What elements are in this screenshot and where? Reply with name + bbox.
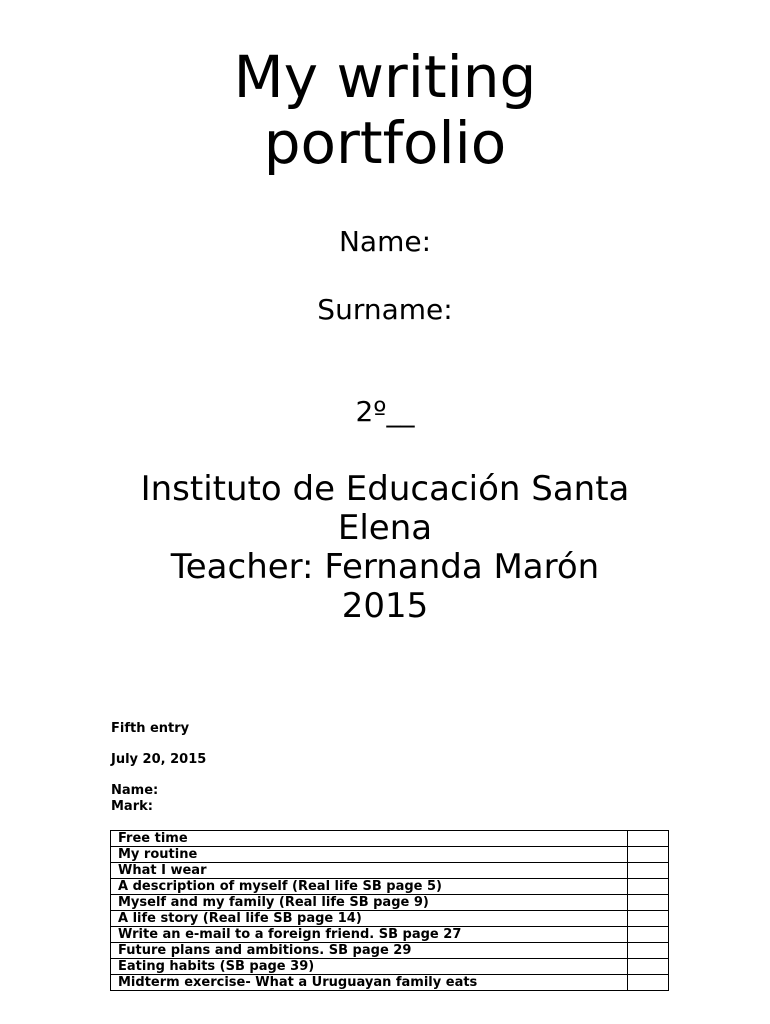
name-label: Name:	[338, 225, 432, 258]
task-mark-cell	[628, 975, 669, 991]
task-mark-cell	[628, 831, 669, 847]
task-label: Midterm exercise- What a Uruguayan family eats	[111, 975, 628, 991]
task-table	[110, 830, 669, 991]
task-label: A description of myself (Real life SB page 5)	[111, 879, 628, 895]
table-row	[111, 847, 669, 863]
task-mark-cell	[628, 959, 669, 975]
school-line-2: Elena	[337, 508, 433, 548]
table-row	[111, 943, 669, 959]
task-mark-cell	[628, 927, 669, 943]
portfolio-title	[0, 44, 770, 176]
table-row	[111, 831, 669, 847]
surname-label: Surname:	[317, 293, 453, 326]
table-row	[111, 911, 669, 927]
task-mark-cell	[628, 943, 669, 959]
task-label: Write an e-mail to a foreign friend. SB page 27	[111, 927, 628, 943]
table-row	[111, 879, 669, 895]
task-label: What I wear	[111, 863, 628, 879]
task-label: Future plans and ambitions. SB page 29	[111, 943, 628, 959]
title-line-1: My writing	[233, 43, 537, 111]
table-row	[111, 975, 669, 991]
task-label: A life story (Real life SB page 14)	[111, 911, 628, 927]
title-line-2: portfolio	[263, 109, 507, 177]
entry-date: July 20, 2015	[111, 752, 207, 767]
table-row	[111, 895, 669, 911]
table-row	[111, 863, 669, 879]
teacher-line: Teacher: Fernanda Marón	[170, 547, 600, 587]
task-label: Myself and my family (Real life SB page 9)	[111, 895, 628, 911]
entry-name-label: Name:	[111, 783, 159, 798]
school-line-1: Instituto de Educación Santa	[140, 469, 630, 509]
task-mark-cell	[628, 863, 669, 879]
task-label: Eating habits (SB page 39)	[111, 959, 628, 975]
task-mark-cell	[628, 847, 669, 863]
table-row	[111, 959, 669, 975]
task-mark-cell	[628, 911, 669, 927]
entry-mark-label: Mark:	[111, 799, 153, 814]
task-mark-cell	[628, 895, 669, 911]
entry-heading: Fifth entry	[111, 721, 190, 736]
task-mark-cell	[628, 879, 669, 895]
class-label: 2º__	[355, 395, 415, 428]
year-line: 2015	[341, 586, 429, 626]
task-label: My routine	[111, 847, 628, 863]
task-label: Free time	[111, 831, 628, 847]
table-row	[111, 927, 669, 943]
school-block	[0, 470, 770, 626]
